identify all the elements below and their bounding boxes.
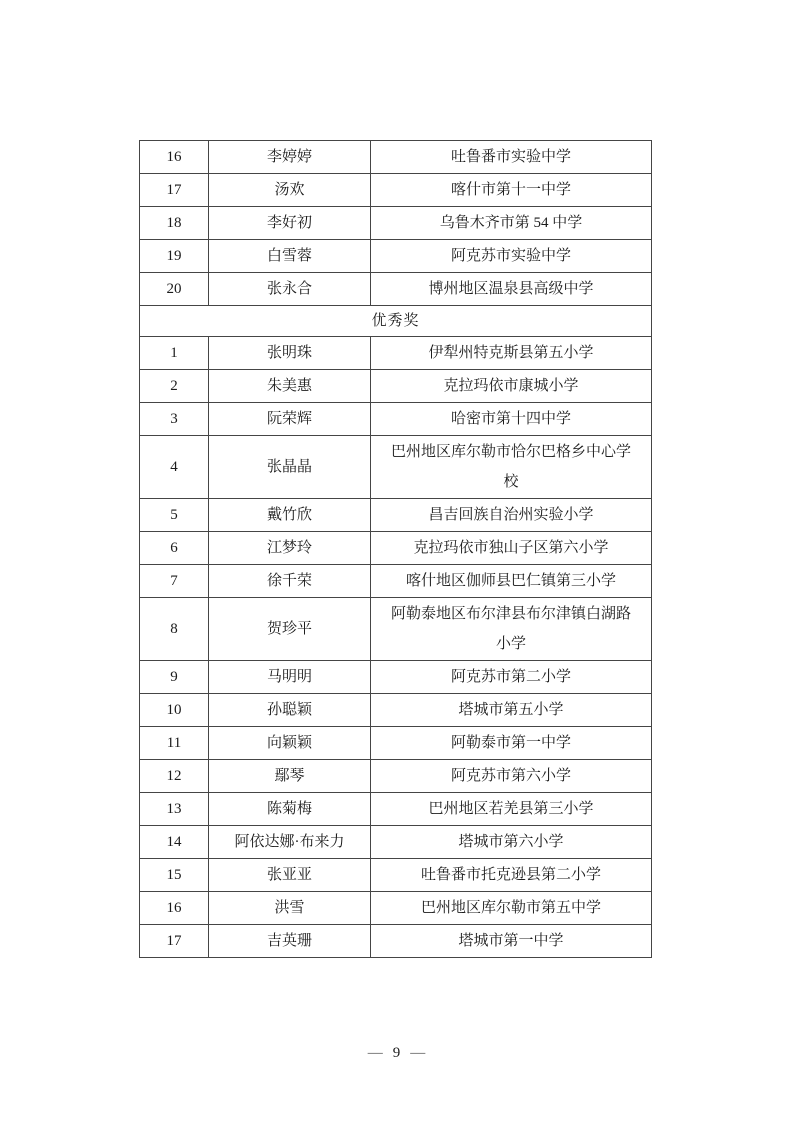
table-body-section-header [140,306,652,337]
name-cell: 孙聪颖 [209,694,371,727]
table-row [140,826,652,859]
school-cell: 阿勒泰地区布尔津县布尔津镇白湖路小学 [371,598,652,661]
rank-cell: 17 [140,925,209,958]
table-row [140,337,652,370]
name-cell: 江梦玲 [209,532,371,565]
school-cell: 阿克苏市第二小学 [371,661,652,694]
school-cell: 哈密市第十四中学 [371,403,652,436]
footer-dash-left: — [367,1045,383,1061]
table-body-continued [140,141,652,306]
name-cell: 汤欢 [209,174,371,207]
table-row [140,859,652,892]
table-row [140,273,652,306]
rank-cell: 15 [140,859,209,892]
rank-cell: 1 [140,337,209,370]
rank-cell: 9 [140,661,209,694]
name-cell: 向颖颖 [209,727,371,760]
school-cell: 克拉玛依市康城小学 [371,370,652,403]
rank-cell: 10 [140,694,209,727]
school-cell: 巴州地区库尔勒市恰尔巴格乡中心学校 [371,436,652,499]
school-cell: 喀什市第十一中学 [371,174,652,207]
name-cell: 贺珍平 [209,598,371,661]
rank-cell: 19 [140,240,209,273]
table-row [140,370,652,403]
table-row [140,925,652,958]
table-row [140,727,652,760]
table-row [140,694,652,727]
page-footer [0,1045,793,1062]
rank-cell: 18 [140,207,209,240]
table-row [140,436,652,499]
table-row [140,499,652,532]
school-cell: 伊犁州特克斯县第五小学 [371,337,652,370]
name-cell: 洪雪 [209,892,371,925]
rank-cell: 13 [140,793,209,826]
school-cell: 乌鲁木齐市第 54 中学 [371,207,652,240]
school-cell: 阿克苏市第六小学 [371,760,652,793]
footer-dash-right: — [410,1045,426,1061]
rank-cell: 17 [140,174,209,207]
name-cell: 戴竹欣 [209,499,371,532]
rank-cell: 14 [140,826,209,859]
table-row [140,892,652,925]
rank-cell: 20 [140,273,209,306]
table-row [140,598,652,661]
name-cell: 鄢琴 [209,760,371,793]
rank-cell: 8 [140,598,209,661]
school-cell: 克拉玛依市独山子区第六小学 [371,532,652,565]
table-row [140,141,652,174]
name-cell: 张亚亚 [209,859,371,892]
rank-cell: 12 [140,760,209,793]
school-cell: 吐鲁番市托克逊县第二小学 [371,859,652,892]
name-cell: 阮荣辉 [209,403,371,436]
table-body-excellence [140,337,652,958]
table-row [140,403,652,436]
table-row [140,793,652,826]
school-cell: 塔城市第一中学 [371,925,652,958]
awards-table [139,140,652,958]
rank-cell: 6 [140,532,209,565]
name-cell: 马明明 [209,661,371,694]
school-cell: 吐鲁番市实验中学 [371,141,652,174]
school-cell: 博州地区温泉县高级中学 [371,273,652,306]
name-cell: 陈菊梅 [209,793,371,826]
school-cell: 巴州地区库尔勒市第五中学 [371,892,652,925]
section-header-row [140,306,652,337]
school-cell: 巴州地区若羌县第三小学 [371,793,652,826]
name-cell: 徐千荣 [209,565,371,598]
table-row [140,661,652,694]
rank-cell: 5 [140,499,209,532]
name-cell: 张明珠 [209,337,371,370]
rank-cell: 2 [140,370,209,403]
table-row [140,174,652,207]
rank-cell: 3 [140,403,209,436]
school-cell: 昌吉回族自治州实验小学 [371,499,652,532]
school-cell: 喀什地区伽师县巴仁镇第三小学 [371,565,652,598]
name-cell: 朱美惠 [209,370,371,403]
name-cell: 张永合 [209,273,371,306]
name-cell: 张晶晶 [209,436,371,499]
table-row [140,565,652,598]
name-cell: 李婷婷 [209,141,371,174]
rank-cell: 4 [140,436,209,499]
name-cell: 李好初 [209,207,371,240]
rank-cell: 16 [140,141,209,174]
name-cell: 吉英珊 [209,925,371,958]
school-cell: 阿克苏市实验中学 [371,240,652,273]
name-cell: 阿依达娜·布来力 [209,826,371,859]
table-row [140,240,652,273]
section-title: 优秀奖 [140,306,652,337]
rank-cell: 7 [140,565,209,598]
table-row [140,760,652,793]
school-cell: 阿勒泰市第一中学 [371,727,652,760]
name-cell: 白雪蓉 [209,240,371,273]
table-row [140,532,652,565]
page-number: 9 [392,1045,401,1061]
table-row [140,207,652,240]
rank-cell: 11 [140,727,209,760]
school-cell: 塔城市第六小学 [371,826,652,859]
school-cell: 塔城市第五小学 [371,694,652,727]
rank-cell: 16 [140,892,209,925]
